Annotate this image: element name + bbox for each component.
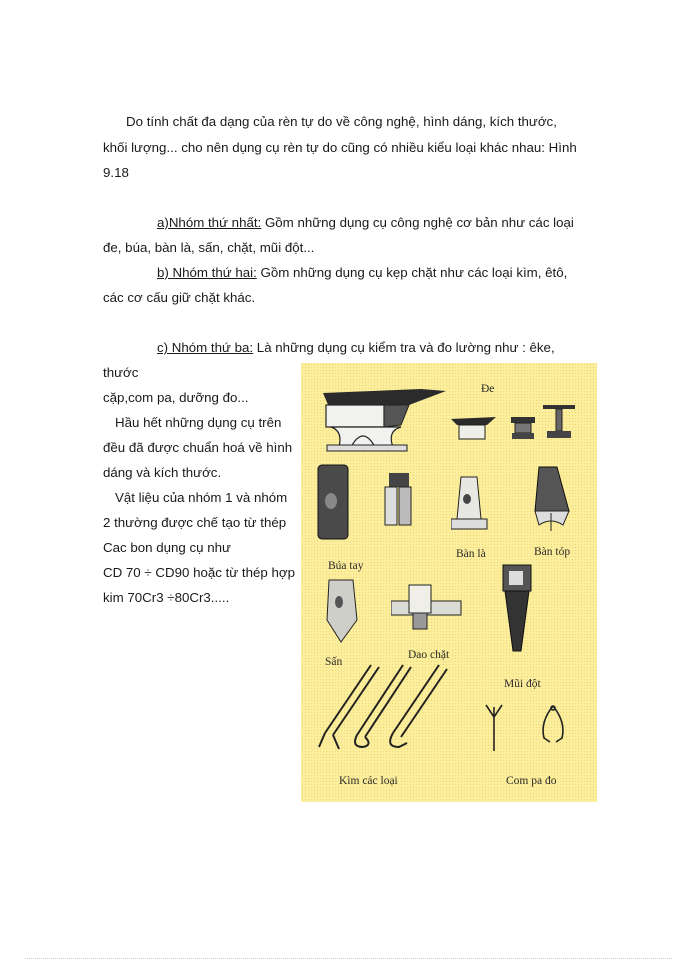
label-fuller: Sấn	[325, 656, 343, 668]
punch-icon	[501, 563, 533, 655]
group-c-line-1	[157, 340, 555, 356]
block-anvil-icon	[509, 413, 537, 441]
label-tongs: Kìm các loại	[339, 775, 398, 787]
group-c-heading: c) Nhóm thứ ba:	[157, 340, 254, 355]
standard-line-3: dáng và kích thước.	[103, 465, 222, 480]
group-c-line-2: thước	[103, 365, 139, 380]
material-line-2: 2 thường được chế tạo từ thép	[103, 515, 287, 530]
intro-line-3: 9.18	[103, 165, 129, 180]
stake-anvil-icon	[543, 403, 575, 439]
page-bottom-rule	[25, 958, 672, 959]
standard-line-2: đều đã được chuẩn hoá về hình	[103, 440, 293, 455]
large-anvil-icon	[321, 385, 446, 453]
label-hand-hammer: Búa tay	[328, 560, 364, 572]
group-a-text: Gồm những dụng cụ công nghệ cơ bản như các loại	[261, 215, 574, 230]
group-c-line-3: cặp,com pa, dưỡng đo...	[103, 390, 249, 405]
double-hammer-icon	[383, 471, 415, 527]
label-swage: Bàn tóp	[534, 546, 571, 558]
chisel-icon	[391, 581, 463, 631]
intro-line-1: Do tính chất đa dạng của rèn tự do về công nghệ, hình dáng, kích thước,	[126, 114, 557, 129]
label-calipers: Com pa đo	[506, 775, 557, 787]
forging-tools-figure	[301, 363, 597, 802]
material-line-4: CD 70 ÷ CD90 hoặc từ thép hợp	[103, 565, 295, 580]
group-b-line-1	[157, 265, 567, 281]
label-flatter: Bàn là	[456, 548, 486, 560]
group-b-line-2: các cơ cấu giữ chặt khác.	[103, 290, 256, 305]
standard-line-1: Hầu hết những dụng cụ trên	[115, 415, 282, 430]
swage-icon	[533, 465, 573, 531]
label-anvil: Đe	[481, 383, 495, 395]
material-line-3: Cac bon dụng cụ như	[103, 540, 231, 555]
label-punch: Mũi đột	[504, 678, 541, 690]
fuller-icon	[325, 578, 359, 646]
tongs-icon	[311, 663, 451, 753]
group-b-text: Gồm những dụng cụ kẹp chặt như các loại kìm, êtô,	[256, 265, 568, 280]
group-a-heading: a)Nhóm thứ nhất:	[157, 215, 262, 230]
label-chisel: Dao chặt	[408, 649, 450, 661]
group-b-heading: b) Nhóm thứ hai:	[157, 265, 257, 280]
calipers-icon	[538, 704, 568, 746]
hand-hammer-icon	[316, 463, 350, 541]
group-a-line-2: đe, búa, bàn là, sấn, chặt, mũi đột...	[103, 240, 315, 255]
divider-icon	[484, 701, 504, 753]
flatter-icon	[451, 475, 491, 533]
small-anvil-icon	[451, 415, 496, 441]
group-c-text: Là những dụng cụ kiểm tra và đo lường như : êke,	[253, 340, 555, 355]
intro-line-2: khối lượng... cho nên dụng cụ rèn tự do cũng có nhiều kiểu loại khác nhau: Hình	[103, 140, 577, 155]
material-line-5: kim 70Cr3 ÷80Cr3.....	[103, 590, 230, 605]
material-line-1: Vật liệu của nhóm 1 và nhóm	[115, 490, 288, 505]
group-a-line-1	[157, 215, 574, 231]
